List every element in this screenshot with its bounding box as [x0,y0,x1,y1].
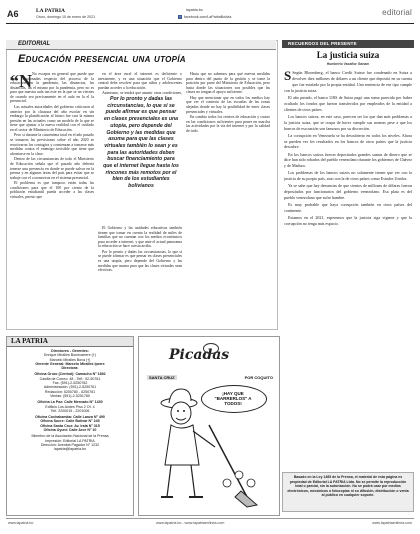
masthead-list [11,349,129,452]
editorial-paragraph: Por lo pronto y dadas las circunstancias, lo que sí se puede afirmar es que pensar en clases presenciales es una utopía, pero depende del Gobierno y las medidas que asuma para que las clases virtuales sean efectivas. [98,249,182,273]
cartoon-panel [138,336,280,516]
masthead-line: Edificio Los Andes Piso 2 Of. 4 [45,404,95,409]
footer-sites[interactable]: www.lapatria.bo - www.lapatriaenlinea.com [156,521,225,525]
drop-cap: “N [10,72,32,91]
editorial-title: Educación presencial una utopía [18,53,186,65]
masthead-line: Directora: [61,366,79,371]
masthead-line: Redacción: 5250780 - 5250781 [44,389,96,394]
speech-text: ¡HAY QUE "BARRERLOS" A TODOS! [214,391,252,406]
editorial-paragraph: Dentro de las circunstancias de todo el Ministerio de Educación señala que el pasado año debería tenerse una presencia en donde se puede salvar en la prensa y en algunas áreas del país para evitar que se trabaje con el coronavirus en el sistema presencial. [10,157,94,180]
footer [6,520,414,530]
editorial-col-3 [186,72,270,326]
editorial-col-2-bottom [98,226,182,326]
section-label: editorial [382,8,412,17]
column-drop-cap: S [284,70,292,83]
column-series: RECUERDOS DEL PRESENTE [288,41,357,46]
editorial-paragraph: El problema es que tampoco están todas las condiciones para que el 100 por ciento de la población estudiantil pueda acceder a las clases virtuales, puesto que [10,181,94,199]
editorial-paragraph: No escapas en general que puede que haya cuestionadas respecto del proceso de la educación en la pandemia, las distancias, las distancias, las el mismo por la pandemia, pero no es para que nuestra aula tan este en la que se un viernes de cuando sea precisamente en el aula en la el la presencial. [10,72,94,104]
editorial-paragraph: Las actuales autoridades del gobierno criticaron al anterior por la clausura del año escolar en sin embargo la planificación al futuro fue casi la misma presión en las actuales como un modelo de la que se tiene que ajustar a la nueva realidad con el cuidado en el sector de Ministerio de Educación. [10,105,94,132]
pull-quote: Por lo pronto y dadas las circunstancias, lo que sí se puede afirmar es que pensar en clases presenciales es una utopía, pero depende del Gobierno y las medidas que asuma para que las clases virtuales también lo sean y es para las autoridades deben buscar financiamiento para que el internet llegue hasta los rincones más remotos por el bien de los estudiantes bolivianos [103,96,179,190]
opinion-column [282,40,414,514]
column-paragraph: Los problemas de los bancos suizos no solamente tienen que ver con la justicia de su propio país, sino con la de otros países como Estados Unidos. [284,170,412,182]
masthead-line: Oficina Cochabamba: Calle Lanza N° 490 [35,415,105,420]
editorial-paragraph: en el área rural el internet es deficiente o inexistente, y es una situación que el Gobierno central debe resolver para que niños y adolescentes puedan acceder a la educación. [98,72,182,90]
masthead-brand: LA PATRIA [11,337,48,345]
masthead-line: Oficina Santa Cruz: Av. Irala N° 315 [40,423,100,428]
column-paragraph: Estamos en el 2021, esperemos que la justicia siga vigente y que la corrupción no tenga más espacio. [284,215,412,227]
masthead-line: Oficina Oruro (Central): Camacho N° 1892 [34,372,106,377]
masthead-line: Enrique Miralles Bonecarrere (†) [44,353,96,358]
masthead-line: Miembro de la Asociación Nacional de la Prensa [31,434,109,439]
masthead-line: Administración: (591)-2-5250761 [43,385,97,390]
editorial-kicker: EDITORIAL [18,41,51,47]
brand-name: LA PATRIA [36,8,65,14]
footer-site-left[interactable]: www.lapatria.bo [8,521,34,525]
masthead-line: lapatria@lapatria.bo [53,447,87,452]
site-link[interactable]: lapatria.bo [186,8,203,12]
masthead-box [6,336,134,516]
masthead-line: Dirección: Avenida Pagador N° 1232 [40,442,100,447]
masthead-line: Fax: (591)-2-5250782 [52,381,88,386]
column-paragraph: La corrupción en Venezuela se ha descubierto en todos los niveles. Ahora se pueden ver los resultados en los bancos de otros países que la justicia descubre. [284,132,412,150]
editorial-paragraph: Asimismo, se tendrá que asumir otras condiciones, [102,91,182,96]
column-paragraph: El año pasado, el banco UBS de Suiza pagó una suma parecida por haber ocultado los fondos que fueron transferidos por empleados de la entidad a clientes de otros países. [284,94,412,112]
masthead-line: Ventas: (591)-2-5251780 [50,393,90,398]
editorial-paragraph: El Gobierno y las unidades educativas también tienen que tomar en cuenta la realidad de miles de familias que no cuentan con los medios económicos para acceder a internet, y que ante el actual panorama la educación se hace cuesta arriba. [98,226,182,249]
editorial-col-2 [98,72,182,96]
masthead-line: Telf. 2200015 - 2201006 [50,408,90,413]
footer-rule [6,518,414,519]
editorial-paragraph: Pero si durante la cuarentena total en el año pasado se tomaron las previsiones sobre el año 2020 se reactivaron los contagios y comienzan a tomarse más medidas contra el enemigo invisible que tiene que afrontarse en la clase. [10,133,94,156]
cartoon-tag: SANTA CRUZ [149,375,175,380]
masthead-line: Oficina La Paz: Calle Mercado N° 1430 [37,400,103,405]
footer-site-right[interactable]: www.lapatriaenlinea.com [372,521,412,525]
editorial-col-1 [10,72,94,326]
legal-notice-text: Basado en la Ley 1485 de la Prensa, el material de esta página es propiedad de Editorial LA PATRIA Ltda. No se permite la reproducción total o parcial, sin la autorización. No se podrá usar por medios electrónicos, mecánicos o fotocopias ni su difusión, distribución o venta al público en cualquier soporte. [287,475,409,498]
masthead-line: Oficina Uyuni: Calle Arce N° 10 [43,428,97,433]
social-link[interactable]: facebook.com/LaPatriaBolivia [184,15,232,19]
column-paragraph: Los bancos suizos, en este caso, parecen ser los que dan más problemas a la justicia suiza, que se ocupa de hacer cumplir sus normas pese a que los bancos de esa nación son famosos por su discreción. [284,113,412,131]
cartoon-logo: Picadas [169,347,230,363]
dateline: Oruro, domingo 10 de enero de 2021 [36,15,96,19]
legal-notice [282,472,414,512]
facebook-icon: f [179,15,181,19]
column-paragraph: Según Bloomberg, el banco Credit Suisse fue condenado en Suiza a devolver diez millones de dólares a un cliente que depositó en su cuenta que fue estafado por la propia entidad. Una sentencia de ese tipo cumple con la justicia suiza. [284,70,412,93]
column-author: Humberto Vacaflor Ganam [326,62,370,66]
editorial-block [6,40,276,330]
cartoon-logo-bubble-icon [203,343,219,354]
masthead-line: Oficina Sucre: Calle Bolívar N° 245 [40,419,100,424]
header-rule [6,23,414,24]
masthead-line: Marcelo Miralles Bova (†) [49,357,91,362]
column-paragraph: En los bancos suizos fueron depositados grandes sumas de dinero que se dice han sido robados del pueblo venezolano durante los gobiernos de Chávez y de Maduro. [284,151,412,169]
column-paragraph: Ya se sabe que hay denuncias de que cientos de millones de dólares fueron depositados por funcionarios del gobierno venezolano. Esa plata es del pueblo venezolano que sufre hambre. [284,183,412,201]
editorial-paragraph: En cambio todos los centros de educación y cuatro en las condiciones suficientes para poner en marcha las actividades por la vía del internet y por la calidad de todo. [186,115,270,133]
column-title: La justicia suiza [316,50,380,60]
cartoon-figure [149,385,269,509]
masthead-line: Directores - Gerentes: [51,349,89,353]
masthead-line: Gerente General: Marcelo Miralles Iporre [35,361,105,366]
column-body [284,70,412,466]
editorial-paragraph: Hay que mencionar que en todos los medios hay que ver el contexto de las escuelas de las zonas alejadas donde no hay la posibilidad de tener clases presenciales y virtuales. [186,95,270,114]
column-paragraph: Es muy probable que haya corrupción también en otros países del continente. [284,202,412,214]
masthead-line: Impresión: Editorial LA PATRIA [45,438,95,443]
page-number: A6 [7,9,19,19]
cartoon-byline: POR COQUITO [244,375,273,380]
masthead-line: Casilla de Correo: 48 - Telf.: 52-50761 [39,376,101,381]
editorial-paragraph: Hasta que no sabemos para qué nuevas medidas para dentro del punto de la gestión y se tome la posición por parte del Ministerio de Educación, pero hasta donde las situaciones son posibles que las clases no tengan el apoyo suficiente. [186,72,270,95]
